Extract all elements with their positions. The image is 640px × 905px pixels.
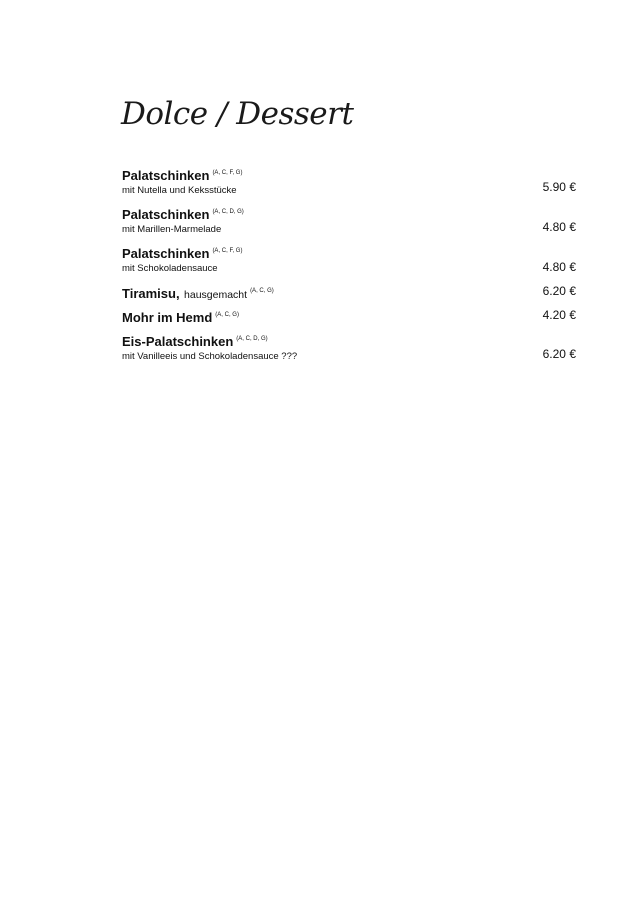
menu-item-name: Palatschinken [122, 168, 210, 183]
menu-item [122, 243, 576, 276]
menu-item-allergens: (A, C, D, G) [236, 336, 268, 342]
menu-item [122, 331, 576, 364]
menu-item-name: Palatschinken [122, 246, 210, 261]
menu-item-inline-description: hausgemacht [184, 289, 248, 301]
menu-item-description: mit Nutella und Keksstücke [122, 185, 237, 196]
menu-item-header [122, 331, 576, 350]
menu-item [122, 283, 576, 303]
menu-item-name: Palatschinken [122, 207, 210, 222]
menu-item-name: Tiramisu, [122, 286, 180, 301]
menu-item-header [122, 165, 576, 184]
menu-item-allergens: (A, C, G) [215, 312, 239, 318]
menu-item-header [122, 307, 576, 326]
menu-item [122, 307, 576, 326]
menu-item-price: 4.20 € [542, 308, 576, 322]
menu-item-price: 6.20 € [542, 284, 576, 298]
menu-item-header [122, 204, 576, 223]
menu-item-name: Mohr im Hemd [122, 310, 213, 325]
menu-item-header [122, 283, 576, 303]
menu-item-name: Eis-Palatschinken [122, 334, 234, 349]
menu-item [122, 204, 576, 237]
menu-item-price: 5.90 € [542, 180, 576, 194]
menu-item-price: 4.80 € [542, 260, 576, 274]
menu-item-allergens: (A, C, F, G) [212, 248, 243, 254]
menu-item-description: mit Schokoladensauce [122, 263, 218, 274]
menu-item-price: 4.80 € [542, 220, 576, 234]
menu-item-allergens: (A, C, F, G) [212, 170, 243, 176]
menu-item-description: mit Vanilleeis und Schokoladensauce ??? [122, 351, 298, 362]
menu-item [122, 165, 576, 198]
menu-item-price: 6.20 € [542, 347, 576, 361]
menu-item-allergens: (A, C, G) [250, 288, 274, 294]
menu-item-description: mit Marillen-Marmelade [122, 224, 222, 235]
menu-item-header [122, 243, 576, 262]
menu-item-allergens: (A, C, D, G) [212, 209, 244, 215]
page-title: Dolce / Dessert [121, 96, 354, 132]
